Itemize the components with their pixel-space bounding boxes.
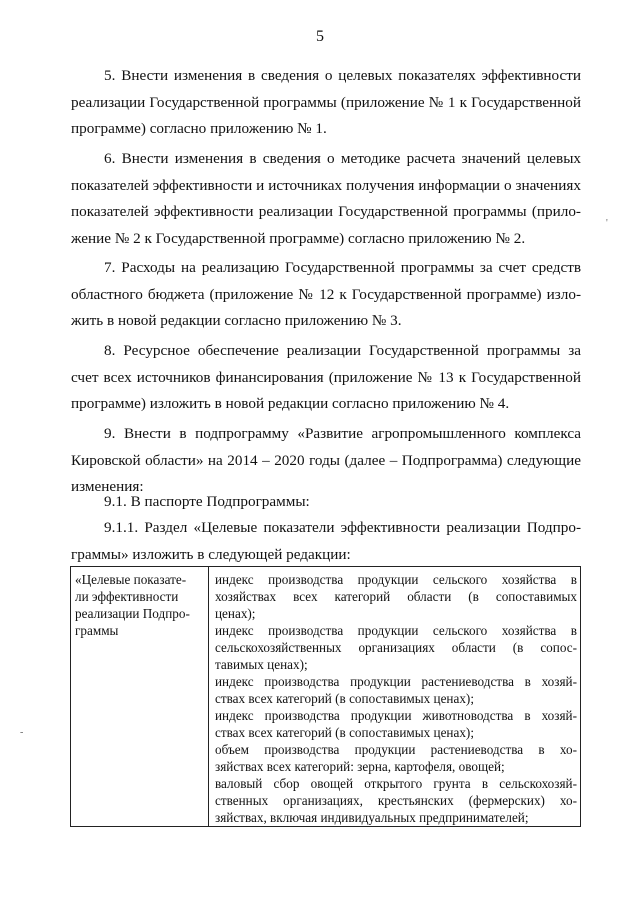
table-left-line: «Целевые показате-: [75, 572, 187, 587]
page-number: 5: [316, 28, 324, 45]
paragraph-line: изменения:: [71, 478, 144, 496]
paragraph-line: граммы» изложить в следующей редакции:: [71, 545, 351, 563]
margin-mark: -: [20, 727, 24, 738]
table-right-line: индекс производства продукции сельского хозяйства в: [215, 623, 577, 638]
paragraph-line: 6. Внести изменения в сведения о методике расчета значений целевых: [104, 150, 581, 167]
table-right-line: зяйствах, включая индивидуальных предпринимателей;: [215, 810, 529, 825]
paragraph-line: показателей эффективности и источниках получения информации о значениях: [71, 176, 581, 194]
paragraph-line: 8. Ресурсное обеспечение реализации Государственной программы за: [104, 342, 581, 359]
paragraph-line: показателей эффективности реализации Государственной программы (прило-: [71, 203, 581, 221]
table-left-line: ли эффективности: [75, 589, 179, 604]
table-right-line: индекс производства продукции животноводства в хозяй-: [215, 708, 577, 723]
table-right-line: индекс производства продукции сельского хозяйства в: [215, 572, 577, 587]
paragraph-line: программе) изложить в новой редакции согласно приложению № 4.: [71, 395, 510, 413]
table-left-line: реализации Подпро-: [75, 606, 190, 621]
table-right-line: ственных организациях, крестьянских (фермерских) хо-: [215, 793, 577, 808]
margin-mark: ': [606, 218, 608, 229]
table-right-line: объем производства продукции растениеводства в хо-: [215, 742, 577, 757]
paragraph-line: 9.1.1. Раздел «Целевые показатели эффективности реализации Подпро-: [104, 519, 581, 536]
paragraph-line: 5. Внести изменения в сведения о целевых показателях эффективности: [104, 67, 581, 84]
table-right-line: ствах всех категорий (в сопоставимых ценах);: [215, 691, 474, 706]
table-right-line: валовый сбор овощей открытого грунта в сельскохозяй-: [215, 776, 577, 791]
table-right-line: тавимых ценах);: [215, 657, 308, 672]
targets-table: [70, 566, 581, 827]
paragraph-line: программе) согласно приложению № 1.: [71, 120, 327, 138]
table-right-line: сельскохозяйственных организациях области (в сопос-: [215, 640, 577, 655]
table-right-line: зяйствах всех категорий: зерна, картофеля, овощей;: [215, 759, 505, 774]
table-column-divider: [208, 567, 209, 826]
paragraph-line: жение № 2 к Государственной программе) согласно приложению № 2.: [71, 230, 526, 248]
paragraph-line: областного бюджета (приложение № 12 к Государственной программе) изло-: [71, 285, 581, 303]
paragraph-line: счет всех источников финансирования (приложение № 13 к Государственной: [71, 368, 581, 386]
paragraph-line: жить в новой редакции согласно приложению № 3.: [71, 312, 402, 330]
table-right-line: индекс производства продукции растениеводства в хозяй-: [215, 674, 577, 689]
paragraph-line: 9. Внести в подпрограмму «Развитие агропромышленного комплекса: [104, 425, 581, 442]
paragraph-line: реализации Государственной программы (приложение № 1 к Государственной: [71, 93, 581, 111]
table-right-line: хозяйствах всех категорий области (в сопоставимых: [215, 589, 577, 604]
table-right-line: ствах всех категорий (в сопоставимых ценах);: [215, 725, 474, 740]
table-right-line: ценах);: [215, 606, 256, 621]
paragraph-line: 9.1. В паспорте Подпрограммы:: [104, 493, 310, 510]
table-left-line: граммы: [75, 623, 119, 638]
paragraph-line: 7. Расходы на реализацию Государственной программы за счет средств: [104, 259, 581, 276]
paragraph-line: Кировской области» на 2014 – 2020 годы (далее – Подпрограмма) следующие: [71, 451, 581, 469]
